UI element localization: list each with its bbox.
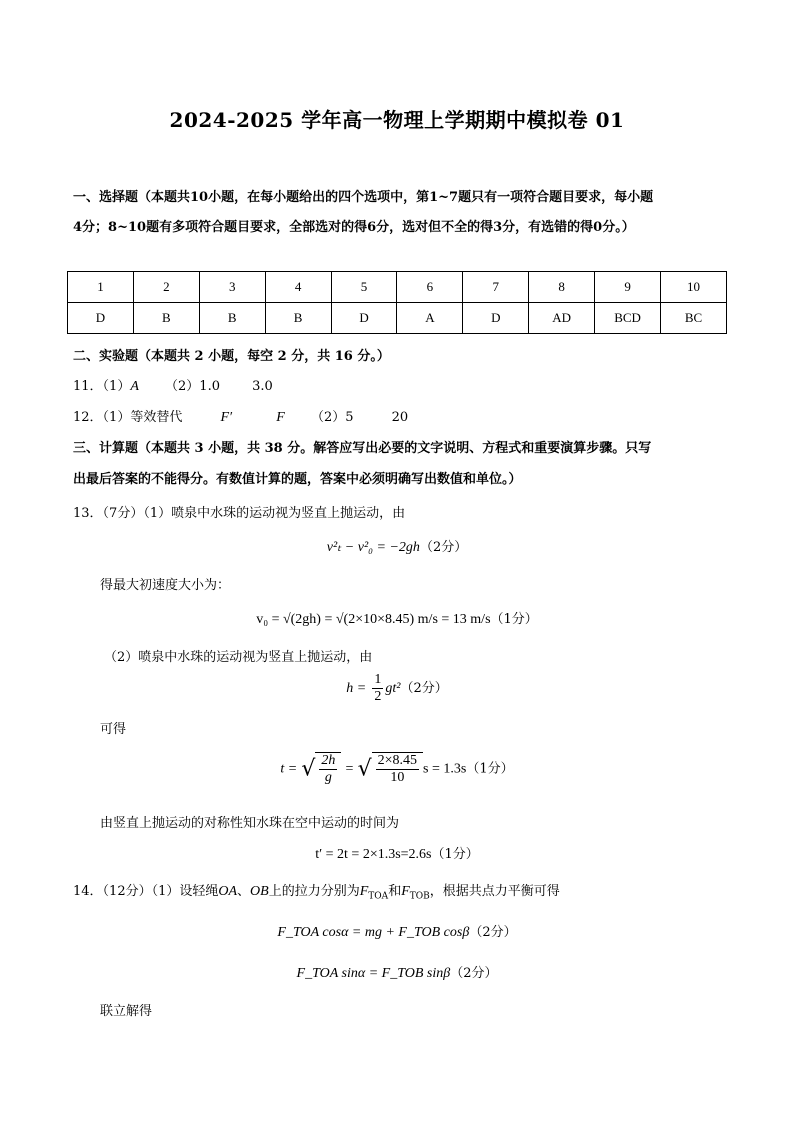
q12-part1: （1）等效替代 (102, 410, 183, 425)
table-cell: B (133, 303, 199, 334)
q14-intro-b: 上的拉力分别为 (268, 884, 360, 899)
q14-eq1-line (0, 921, 794, 941)
q13-eq4-f1-num: 2h (321, 753, 336, 768)
table-cell: 3 (199, 272, 265, 303)
q14-eq1: F_TOA cosα = mg + F_TOB cosβ (277, 925, 470, 940)
q13-text1: 得最大初速度大小为： (100, 578, 231, 593)
section3-line1: 三、计算题（本题共 3 小题，共 38 分。解答应写出必要的文字说明、方程式和重要演算步骤。只写 (73, 441, 652, 456)
q13-eq4-lhs: t = (280, 761, 298, 777)
q13-part2: （2）喷泉中水珠的运动视为竖直上抛运动，由 (104, 650, 373, 665)
q12-answer3: 20 (391, 410, 409, 425)
table-cell: 5 (331, 272, 397, 303)
table-cell: D (68, 303, 134, 334)
page-title: 2024-2025 学年高一物理上学期期中模拟卷 01 (169, 108, 625, 132)
q12-answer1: F′ (220, 410, 233, 425)
table-cell: AD (529, 303, 595, 334)
q14-f-oa: F (359, 884, 369, 899)
q14-and: 和 (388, 884, 402, 899)
q13-eq4-f2-den: 10 (390, 770, 405, 785)
q13-eq1-score: （2分） (419, 540, 468, 555)
q14-intro-a: 14．（12分）（1）设轻绳 (73, 884, 219, 899)
table-cell: D (331, 303, 397, 334)
q12-number: 12． (73, 410, 103, 425)
q12-answer2: F (276, 410, 285, 425)
q13-eq3-fraction (372, 672, 383, 705)
q13-eq4-sqrt1: √ $\frac{2h}{g}$ (301, 752, 341, 786)
q13-text3: 由竖直上抛运动的对称性知水珠在空中运动的时间为 (100, 816, 400, 831)
table-cell: BC (661, 303, 727, 334)
table-cell: 9 (595, 272, 661, 303)
q14-text1: 联立解得 (100, 1004, 153, 1019)
table-cell: 10 (661, 272, 727, 303)
table-cell: BCD (595, 303, 661, 334)
answer-table (67, 271, 727, 334)
q13-eq5-line (0, 843, 794, 863)
section1-line2: 4分；8~10题有多项符合题目要求，全部选对的得6分，选对但不全的得3分，有选错的得0分。） (73, 220, 635, 235)
table-cell: 8 (529, 272, 595, 303)
q13-eq4-f2-num: 2×8.45 (377, 753, 418, 768)
table-cell: D (463, 303, 529, 334)
q13-eq4-sqrt2: √ $\frac{2\times 8.45}{10}$ (358, 752, 423, 786)
table-cell: A (397, 303, 463, 334)
q13-eq4-rhs: s = 1.3s (423, 761, 467, 777)
q14-ob: OB (250, 884, 269, 899)
q14-eq1-score: （2分） (469, 925, 517, 940)
q13-eq4-line: t = √ $\frac{2h}{g}$ = √ $\frac{2\times 8.45}{10}$ s = 1.3s（1分） (280, 753, 514, 785)
table-cell: 6 (397, 272, 463, 303)
q13-eq3-num: 1 (374, 672, 382, 687)
answer-table-number-row (68, 272, 727, 303)
q13-eq1: v²ₜ − v²₀ = −2gh (326, 540, 420, 555)
table-cell: 1 (68, 272, 134, 303)
table-cell: 2 (133, 272, 199, 303)
q14-eq2-line (0, 962, 794, 982)
q14-intro (73, 880, 560, 902)
q11-part2: （2）1.0 (165, 379, 220, 394)
answer-table-answer-row (68, 303, 727, 334)
q13-eq3-lhs: h = (346, 681, 367, 696)
q11-answer (73, 375, 273, 395)
q14-intro-c: ，根据共点力平衡可得 (429, 884, 560, 899)
q11-number: 11． (73, 379, 103, 394)
q14-f-ob: F (401, 884, 410, 899)
q13-eq5: t′ = 2t = 2×1.3s=2.6s (315, 847, 432, 862)
q12-part2: （2）5 (310, 410, 354, 425)
table-cell: 4 (265, 272, 331, 303)
section3-line2: 出最后答案的不能得分。有数值计算的题，答案中必须明确写出数值和单位。） (73, 472, 522, 487)
q13-eq4-f1-den: g (324, 770, 332, 785)
q13-eq2: v₀ = √(2gh) = √(2×10×8.45) m/s = 13 m/s (256, 612, 491, 627)
q14-oa: OA (218, 884, 238, 899)
q14-f-oa-sub: TOA (368, 891, 389, 902)
q13-eq3-line (0, 672, 794, 705)
section1-line1: 一、选择题（本题共10小题，在每小题给出的四个选项中，第1~7题只有一项符合题目要求，每小题 (73, 190, 654, 205)
q13-eq3-rhs: gt² (385, 681, 401, 696)
section2-heading: 二、实验题（本题共 2 小题，每空 2 分，共 16 分。） (73, 349, 390, 364)
table-cell: 7 (463, 272, 529, 303)
q14-eq2-score: （2分） (450, 966, 498, 981)
table-cell: B (265, 303, 331, 334)
q14-f-ob-sub: TOB (409, 891, 430, 902)
q13-eq4-score: （1分） (466, 761, 514, 777)
q14-sep: 、 (237, 884, 251, 899)
q12-answer (73, 406, 408, 426)
table-cell: B (199, 303, 265, 334)
q13-eq2-line (0, 608, 794, 628)
q13-text2: 可得 (100, 722, 127, 737)
q13-intro: 13．（7分）（1）喷泉中水珠的运动视为竖直上抛运动，由 (73, 506, 406, 521)
q13-eq3-score: （2分） (400, 681, 448, 696)
q13-eq5-score: （1分） (431, 847, 479, 862)
q11-answer1: A (130, 379, 139, 394)
q11-answer2: 3.0 (252, 379, 273, 394)
q13-eq1-line (0, 536, 794, 556)
q14-eq2: F_TOA sinα = F_TOB sinβ (296, 966, 451, 981)
q13-eq2-score: （1分） (490, 612, 538, 627)
q11-part1: （1） (102, 379, 131, 394)
q13-eq3-den: 2 (374, 689, 382, 704)
